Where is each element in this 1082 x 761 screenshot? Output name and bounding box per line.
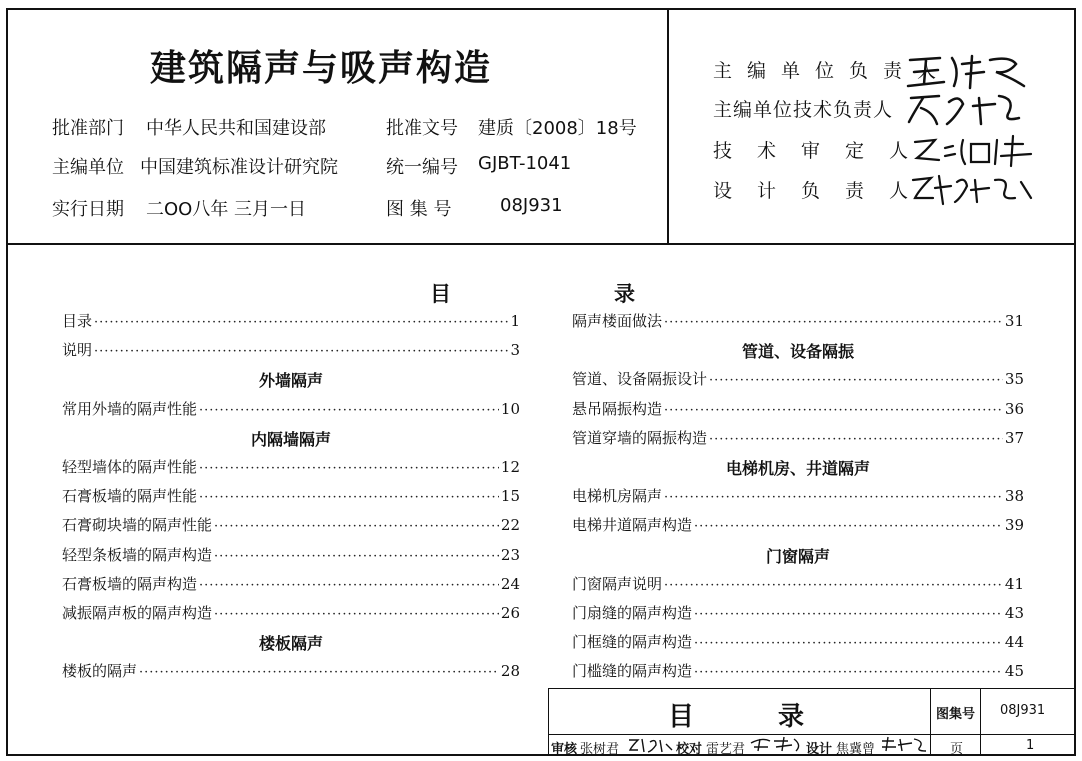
toc-entry-page: 28 (500, 662, 520, 681)
toc-leader-dots (664, 578, 1003, 593)
tech-reviewer-label: 技术审定人 (713, 140, 934, 162)
toc-leader-dots (94, 344, 508, 359)
tb-proof-label: 校对 (676, 742, 703, 757)
toc-entry[interactable] (62, 310, 520, 332)
toc-entry-page: 26 (500, 604, 520, 622)
toc-entry-label: 电梯机房隔声 (572, 487, 663, 506)
toc-entry-page: 37 (1004, 428, 1024, 447)
toc-entry[interactable] (62, 398, 520, 420)
toc-entry[interactable] (572, 573, 1024, 595)
toc-entry-page: 39 (1004, 516, 1024, 535)
header-divider (6, 243, 1076, 245)
tb-design-signature (878, 735, 928, 753)
toc-entry-page: 10 (500, 399, 520, 418)
atlas-no-value: 08J931 (500, 195, 563, 216)
toc-leader-dots (94, 315, 508, 330)
approval-dept-value: 中华人民共和国建设部 (146, 118, 326, 139)
signature-design-head (905, 168, 1045, 210)
toc-leader-dots (199, 403, 499, 418)
header-vertical-divider (667, 8, 669, 244)
unified-code-value: GJBT-1041 (478, 153, 572, 174)
tb-title-a: 目 (668, 702, 695, 732)
toc-entry[interactable] (62, 602, 520, 624)
toc-entry[interactable] (62, 339, 520, 361)
unified-code-label: 统一编号 (386, 157, 458, 178)
toc-leader-dots (709, 432, 1003, 447)
toc-leader-dots (694, 636, 1003, 651)
toc-leader-dots (139, 665, 499, 680)
toc-entry-label: 石膏板墙的隔声性能 (62, 487, 198, 506)
tb-page-label: 页 (950, 742, 964, 757)
toc-section-heading: 门窗隔声 (765, 546, 830, 566)
toc-entry[interactable] (572, 485, 1024, 507)
tb-divider-1 (930, 688, 931, 756)
tb-review-name: 张树君 (580, 742, 620, 757)
signature-chief-unit-tech-head (903, 88, 1043, 130)
toc-entry-page: 12 (500, 458, 520, 476)
editor-unit-label: 主编单位 (52, 157, 124, 178)
effective-date-value: 二OO八年 三月一日 (146, 199, 307, 220)
tb-design-name: 焦冀曾 (836, 742, 876, 757)
tb-left-line (548, 688, 549, 756)
toc-entry-page: 24 (500, 574, 520, 593)
toc-entry[interactable] (62, 485, 520, 507)
toc-entry-page: 23 (500, 545, 520, 564)
toc-entry-label: 石膏砌块墙的隔声性能 (62, 516, 213, 535)
toc-entry[interactable] (572, 514, 1024, 536)
toc-entry[interactable] (572, 631, 1024, 653)
effective-date-label: 实行日期 (52, 199, 124, 220)
toc-leader-dots (694, 519, 1003, 534)
toc-entry[interactable] (572, 398, 1024, 420)
toc-entry[interactable] (572, 310, 1024, 332)
toc-entry-label: 隔声楼面做法 (572, 312, 663, 330)
toc-entry-label: 管道、设备隔振设计 (572, 370, 708, 389)
toc-entry-label: 门窗隔声说明 (572, 574, 663, 593)
tb-proof-name: 雷艺君 (706, 742, 746, 757)
toc-title-left: 目 (430, 282, 451, 306)
tb-review-signature (626, 736, 674, 754)
toc-entry-page: 1 (510, 312, 520, 330)
toc-entry-page: 38 (1004, 487, 1024, 506)
design-head-label: 设计负责人 (713, 180, 934, 202)
toc-entry-page: 15 (500, 487, 520, 506)
tb-title-b: 录 (778, 702, 805, 732)
toc-entry-page: 44 (1004, 633, 1024, 652)
tb-page-value: 1 (1026, 738, 1035, 753)
toc-leader-dots (694, 665, 1003, 680)
page-title: 建筑隔声与吸声构造 (150, 48, 493, 89)
approval-dept-label: 批准部门 (52, 118, 124, 139)
toc-entry-label: 说明 (62, 341, 93, 360)
tb-top-line (548, 688, 1076, 689)
toc-leader-dots (709, 373, 1003, 388)
tb-atlas-value: 08J931 (1000, 703, 1046, 718)
toc-leader-dots (664, 403, 1003, 418)
toc-leader-dots (199, 578, 499, 593)
toc-entry-label: 轻型墙体的隔声性能 (62, 458, 198, 476)
toc-entry-label: 轻型条板墙的隔声构造 (62, 545, 213, 564)
toc-entry[interactable] (572, 368, 1024, 390)
toc-entry-page: 41 (1004, 574, 1024, 593)
tb-review-label: 审核 (551, 742, 578, 757)
toc-leader-dots (214, 519, 499, 534)
chief-unit-head-label: 主编单位负责人 (713, 60, 952, 82)
toc-leader-dots (199, 461, 499, 476)
toc-entry[interactable] (62, 660, 520, 682)
toc-entry-label: 目录 (62, 312, 93, 330)
toc-entry-page: 43 (1004, 604, 1024, 622)
toc-entry-label: 石膏板墙的隔声构造 (62, 574, 198, 593)
toc-title-right: 录 (614, 282, 635, 306)
toc-entry-label: 悬吊隔振构造 (572, 399, 663, 418)
toc-leader-dots (199, 490, 499, 505)
toc-entry[interactable] (62, 544, 520, 566)
toc-leader-dots (214, 549, 499, 564)
toc-entry-page: 45 (1004, 662, 1024, 681)
atlas-no-label: 图 集 号 (386, 199, 452, 220)
title-block (548, 688, 1076, 756)
toc-entry[interactable] (62, 514, 520, 536)
toc-entry[interactable] (62, 573, 520, 595)
toc-entry-label: 电梯井道隔声构造 (572, 516, 693, 535)
toc-entry-label: 门框缝的隔声构造 (572, 633, 693, 652)
signature-tech-reviewer (905, 130, 1045, 172)
toc-section-heading: 外墙隔声 (258, 371, 323, 391)
approval-doc-label: 批准文号 (386, 118, 458, 139)
toc-section-heading: 管道、设备隔振 (741, 342, 854, 362)
toc-entry-page: 31 (1004, 312, 1024, 330)
toc-entry-page: 35 (1004, 370, 1024, 389)
chief-unit-tech-head-label: 主编单位技术负责人 (713, 99, 894, 121)
tb-design-label: 设计 (806, 742, 833, 757)
toc-entry[interactable] (572, 660, 1024, 682)
tb-mid-line (548, 734, 1076, 735)
toc-section-heading: 内隔墙隔声 (250, 429, 331, 449)
toc-leader-dots (694, 607, 1003, 622)
toc-entry-label: 管道穿墙的隔振构造 (572, 428, 708, 447)
toc-entry-page: 3 (510, 341, 520, 360)
toc-section-heading: 楼板隔声 (258, 634, 323, 654)
toc-entry-label: 常用外墙的隔声性能 (62, 399, 198, 418)
toc-entry-label: 楼板的隔声 (62, 662, 138, 681)
tb-atlas-label: 图集号 (936, 707, 976, 722)
toc-entry-page: 22 (500, 516, 520, 535)
toc-entry-label: 门扇缝的隔声构造 (572, 604, 693, 622)
toc-section-heading: 电梯机房、井道隔声 (725, 459, 870, 478)
toc-leader-dots (664, 490, 1003, 505)
toc-leader-dots (664, 315, 1003, 330)
toc-entry[interactable] (572, 602, 1024, 624)
toc-leader-dots (214, 607, 499, 622)
signature-chief-unit-head (900, 50, 1040, 92)
toc-entry-label: 减振隔声板的隔声构造 (62, 604, 213, 622)
toc-entry-label: 门槛缝的隔声构造 (572, 662, 693, 681)
tb-proof-signature (748, 735, 804, 753)
toc-entry-page: 36 (1004, 399, 1024, 418)
tb-divider-2 (980, 688, 981, 756)
toc-entry[interactable] (62, 456, 520, 478)
editor-unit-value: 中国建筑标准设计研究院 (140, 157, 338, 178)
approval-doc-value: 建质〔2008〕18号 (478, 118, 637, 139)
toc-entry[interactable] (572, 427, 1024, 449)
